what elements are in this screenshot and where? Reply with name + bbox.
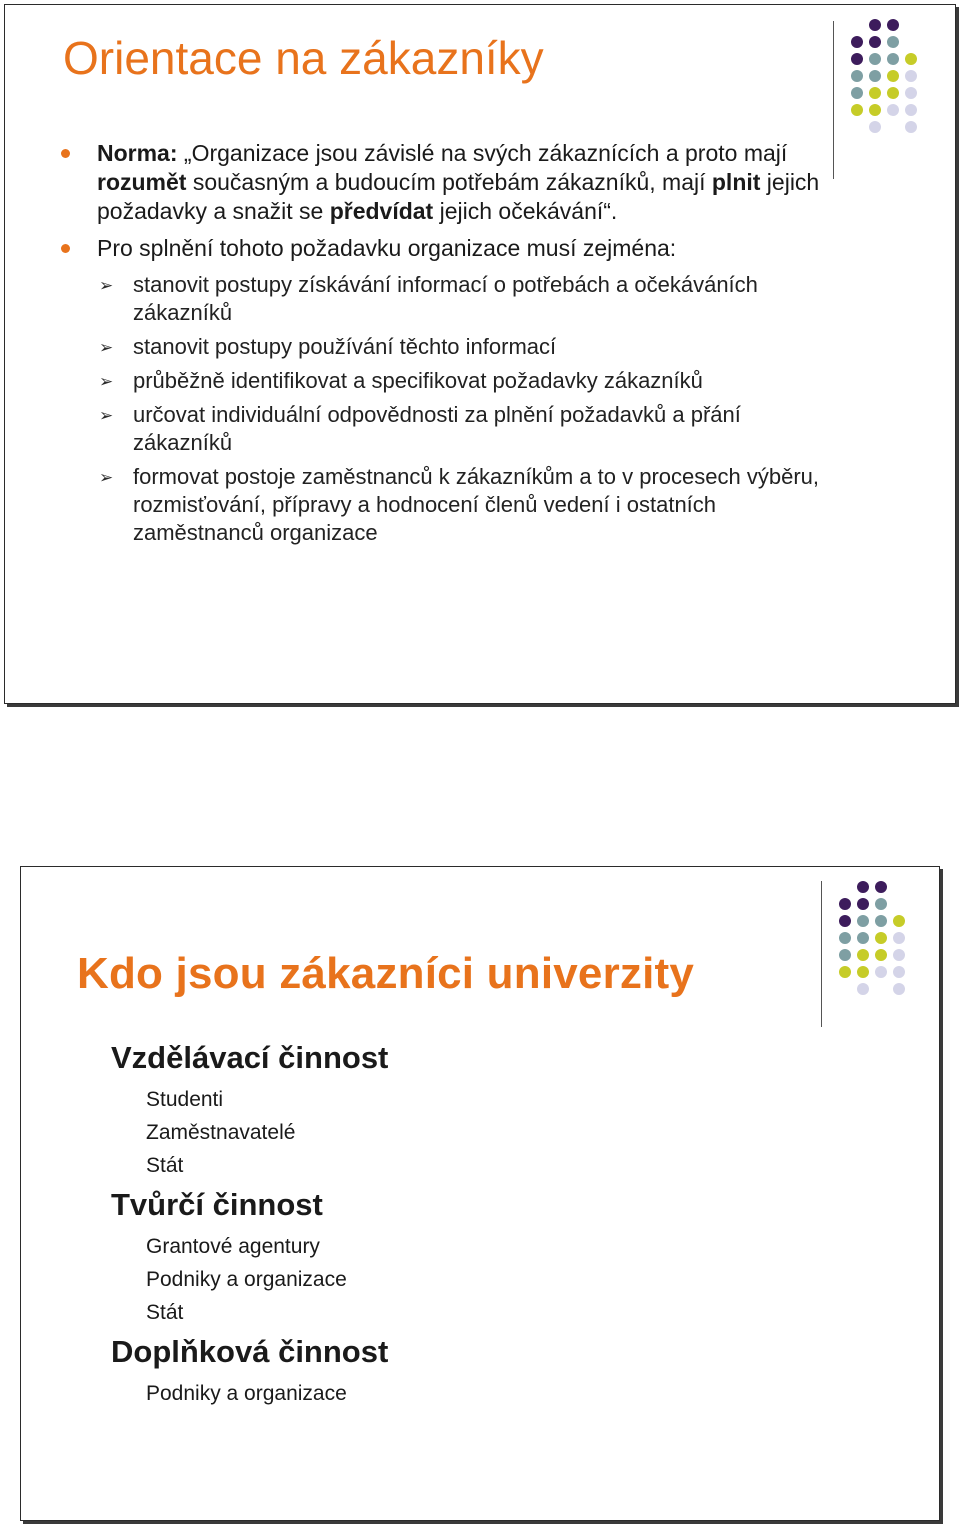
list-item: ➢ stanovit postupy získávání informací o potřebách a očekáváních zákazníků — [99, 272, 758, 325]
decorative-dot — [869, 70, 881, 82]
decorative-dot — [887, 19, 899, 31]
decorative-dot — [839, 966, 851, 978]
arrow-bullet-icon: ➢ — [99, 468, 114, 487]
decorative-dot — [893, 915, 905, 927]
decorative-dot — [893, 966, 905, 978]
sub-bullet-list — [61, 271, 821, 547]
decorative-dot — [905, 87, 917, 99]
decorative-dot — [887, 70, 899, 82]
slide-title: Kdo jsou zákazníci univerzity — [77, 949, 695, 998]
group-vzdelavaci — [111, 1039, 811, 1182]
decorative-dot — [857, 881, 869, 893]
decorative-dot — [839, 949, 851, 961]
decorative-dot — [851, 53, 863, 65]
decorative-dot — [887, 36, 899, 48]
slide-title: Orientace na zákazníky — [63, 32, 544, 84]
norma-text-a: „Organizace jsou závislé na svých zákaznících a proto mají — [177, 140, 788, 166]
decorative-dot — [875, 915, 887, 927]
decorative-dot — [869, 36, 881, 48]
decorative-dot — [869, 87, 881, 99]
decorative-dot — [893, 881, 905, 893]
list-item: ➢ formovat postoje zaměstnanců k zákazníkům a to v procesech výběru, rozmisťování, přípravy a hodnocení členů vedení i ostatních zaměstnanců organizace — [99, 464, 819, 545]
decorative-dot — [851, 36, 863, 48]
list-item: Podniky a organizace — [146, 1382, 347, 1405]
decorative-dot — [851, 104, 863, 116]
list-item: ➢ stanovit postupy používání těchto informací — [97, 333, 821, 361]
decorative-dot — [857, 949, 869, 961]
decorative-dot — [893, 898, 905, 910]
decorative-dot — [905, 104, 917, 116]
decorative-dot — [887, 104, 899, 116]
list-item: ➢ určovat individuální odpovědnosti za plnění požadavků a přání zákazníků — [99, 402, 741, 455]
decorative-dot — [887, 53, 899, 65]
bullet-norma — [61, 139, 821, 226]
decorative-dot — [905, 121, 917, 133]
decorative-dot — [875, 966, 887, 978]
group-title: Doplňková činnost — [111, 1334, 389, 1369]
decorative-dot — [857, 915, 869, 927]
decorative-dot — [893, 949, 905, 961]
group-title: Vzdělávací činnost — [111, 1040, 389, 1075]
decorative-dot — [887, 87, 899, 99]
decorative-dot — [839, 983, 851, 995]
norma-text-d: jejich očekávání“. — [433, 198, 618, 224]
decorative-dot — [857, 966, 869, 978]
list-item: Stát — [146, 1301, 184, 1324]
decorative-divider-line — [833, 21, 834, 179]
decorative-dot — [869, 104, 881, 116]
list-item: Studenti — [146, 1088, 224, 1111]
norma-label: Norma: — [97, 140, 178, 166]
list-item: Grantové agentury — [146, 1235, 320, 1258]
group-doplnkova — [111, 1333, 811, 1410]
list-item: Stát — [146, 1154, 184, 1177]
list-item: Zaměstnavatelé — [146, 1121, 296, 1144]
decorative-dot — [893, 932, 905, 944]
decorative-dot-grid — [851, 19, 917, 133]
decorative-dot — [875, 898, 887, 910]
decorative-dot — [875, 881, 887, 893]
decorative-dot — [857, 932, 869, 944]
decorative-dot-grid — [839, 881, 905, 995]
norma-text-b: současným a budoucím potřebám zákazníků, mají — [186, 169, 712, 195]
decorative-dot — [905, 70, 917, 82]
bullet-pozadavky: Pro splnění tohoto požadavku organizace musí zejména: — [61, 234, 821, 263]
arrow-bullet-icon: ➢ — [99, 338, 114, 357]
norma-bold-plnit: plnit — [711, 169, 761, 195]
decorative-dot — [839, 881, 851, 893]
decorative-dot — [887, 121, 899, 133]
slide-content — [61, 139, 821, 553]
decorative-dot — [869, 53, 881, 65]
decorative-dot — [893, 983, 905, 995]
decorative-dot — [839, 915, 851, 927]
decorative-dot — [869, 19, 881, 31]
decorative-dot — [875, 949, 887, 961]
slide-zakaznici — [20, 866, 940, 1521]
decorative-dot — [857, 983, 869, 995]
slide-content — [111, 1039, 811, 1414]
group-title: Tvůrčí činnost — [111, 1187, 323, 1222]
decorative-dot — [851, 87, 863, 99]
decorative-dot — [875, 983, 887, 995]
decorative-dot — [839, 932, 851, 944]
norma-bold-rozumet: rozumět — [97, 169, 187, 195]
decorative-dot — [851, 121, 863, 133]
group-tvurci — [111, 1186, 811, 1329]
slide-orientace — [4, 4, 956, 704]
arrow-bullet-icon: ➢ — [99, 406, 114, 425]
decorative-dot — [851, 70, 863, 82]
list-item: ➢ průběžně identifikovat a specifikovat požadavky zákazníků — [97, 367, 821, 395]
arrow-bullet-icon: ➢ — [99, 276, 114, 295]
list-item: Podniky a organizace — [146, 1268, 347, 1291]
decorative-divider-line — [821, 881, 822, 1027]
norma-text-c: jejich požadavky a snažit se — [97, 169, 820, 224]
decorative-dot — [869, 121, 881, 133]
decorative-dot — [905, 53, 917, 65]
decorative-dot — [851, 19, 863, 31]
arrow-bullet-icon: ➢ — [99, 372, 114, 391]
norma-bold-predvidat: předvídat — [329, 198, 434, 224]
decorative-dot — [905, 36, 917, 48]
decorative-dot — [905, 19, 917, 31]
decorative-dot — [875, 932, 887, 944]
decorative-dot — [857, 898, 869, 910]
decorative-dot — [839, 898, 851, 910]
